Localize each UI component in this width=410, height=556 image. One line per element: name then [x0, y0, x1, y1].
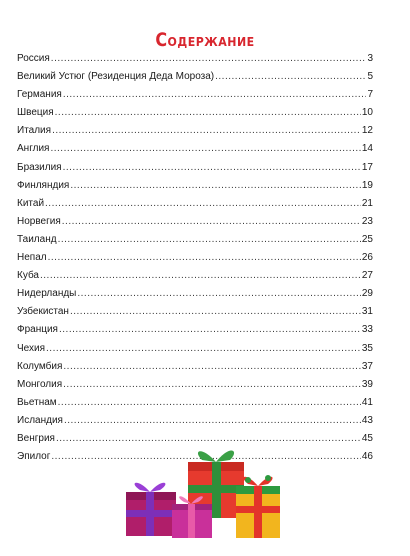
toc-entry-title: Финляндия — [17, 179, 70, 191]
toc-entry-page-number: 26 — [361, 252, 373, 264]
dot-leader — [70, 180, 361, 191]
dot-leader — [63, 361, 360, 372]
toc-entry-title: Вьетнам — [17, 396, 57, 408]
dot-leader — [48, 252, 361, 263]
toc-entry-title: Англия — [17, 143, 50, 155]
toc-entry-title: Франция — [17, 324, 58, 336]
toc-entry — [17, 415, 373, 433]
dot-leader — [55, 107, 361, 118]
toc-entry — [17, 324, 373, 342]
toc-entry-page-number: 25 — [361, 233, 373, 245]
toc-entry — [17, 180, 373, 198]
toc-entry-page-number: 10 — [361, 107, 373, 119]
toc-entry-page-number: 31 — [361, 306, 373, 318]
toc-entry-page-number: 29 — [361, 288, 373, 300]
toc-entry-page-number: 33 — [361, 324, 373, 336]
dot-leader — [50, 143, 360, 154]
toc-entry — [17, 306, 373, 324]
toc-entry-page-number: 14 — [361, 143, 373, 155]
dot-leader — [63, 379, 361, 390]
toc-entry-title: Италия — [17, 125, 52, 137]
toc-entry — [17, 379, 373, 397]
toc-entry-page-number: 45 — [361, 432, 373, 444]
toc-entry — [17, 143, 373, 161]
toc-entry-page-number: 39 — [361, 378, 373, 390]
toc-entry-page-number: 41 — [361, 396, 373, 408]
dot-leader — [64, 415, 361, 426]
dot-leader — [63, 89, 367, 100]
dot-leader — [77, 288, 361, 299]
dot-leader — [70, 306, 361, 317]
toc-entry-title: Монголия — [17, 378, 63, 390]
dot-leader — [58, 397, 361, 408]
toc-entry-title: Чехия — [17, 342, 46, 354]
toc-entry — [17, 397, 373, 415]
toc-entry — [17, 125, 373, 143]
toc-entry — [17, 361, 373, 379]
toc-entry — [17, 89, 373, 107]
toc-entry — [17, 216, 373, 234]
dot-leader — [58, 234, 361, 245]
toc-entry-page-number: 37 — [361, 360, 373, 372]
toc-entry — [17, 343, 373, 361]
toc-entry-page-number: 43 — [361, 414, 373, 426]
toc-entry-page-number: 19 — [361, 179, 373, 191]
toc-entry-title: Таиланд — [17, 233, 57, 245]
table-of-contents — [17, 53, 373, 469]
toc-entry-title: Венгрия — [17, 432, 55, 444]
toc-entry-title: Непал — [17, 252, 47, 264]
toc-entry-title: Норвегия — [17, 215, 61, 227]
dot-leader — [40, 270, 361, 281]
toc-entry-title: Бразилия — [17, 161, 62, 173]
dot-leader — [45, 198, 361, 209]
toc-entry — [17, 107, 373, 125]
toc-entry-page-number: 5 — [367, 71, 373, 83]
dot-leader — [51, 53, 367, 64]
toc-entry-page-number: 35 — [361, 342, 373, 354]
toc-entry-title: Великий Устюг (Резиденция Деда Мороза) — [17, 71, 215, 83]
toc-entry-page-number: 21 — [361, 197, 373, 209]
toc-entry-title: Германия — [17, 89, 62, 101]
toc-entry-title: Исландия — [17, 414, 63, 426]
dot-leader — [215, 71, 366, 82]
gift-box-purple — [126, 483, 176, 536]
dot-leader — [46, 343, 361, 354]
toc-entry-page-number: 23 — [361, 215, 373, 227]
toc-entry-title: Китай — [17, 197, 45, 209]
toc-entry — [17, 162, 373, 180]
toc-entry — [17, 288, 373, 306]
dot-leader — [52, 125, 361, 136]
toc-entry-title: Россия — [17, 53, 50, 64]
toc-entry-page-number: 3 — [367, 53, 373, 64]
toc-entry — [17, 270, 373, 288]
dot-leader — [62, 216, 361, 227]
dot-leader — [59, 324, 361, 335]
dot-leader — [63, 162, 361, 173]
toc-entry — [17, 252, 373, 270]
toc-entry-title: Куба — [17, 270, 39, 282]
toc-entry-title: Эпилог — [17, 451, 51, 463]
toc-entry-title: Колумбия — [17, 360, 63, 372]
toc-entry — [17, 53, 373, 71]
toc-entry-page-number: 27 — [361, 270, 373, 282]
toc-entry-title: Узбекистан — [17, 306, 69, 318]
page-title: Содержание — [155, 28, 255, 51]
toc-entry — [17, 71, 373, 89]
toc-entry-page-number: 17 — [361, 161, 373, 173]
toc-entry-title: Нидерланды — [17, 288, 77, 300]
toc-entry-page-number: 12 — [361, 125, 373, 137]
toc-entry-title: Швеция — [17, 107, 54, 119]
toc-entry-page-number: 7 — [367, 89, 373, 101]
toc-entry — [17, 234, 373, 252]
gift-boxes-illustration — [118, 440, 288, 540]
toc-entry-page-number: 46 — [361, 451, 373, 463]
toc-entry — [17, 198, 373, 216]
